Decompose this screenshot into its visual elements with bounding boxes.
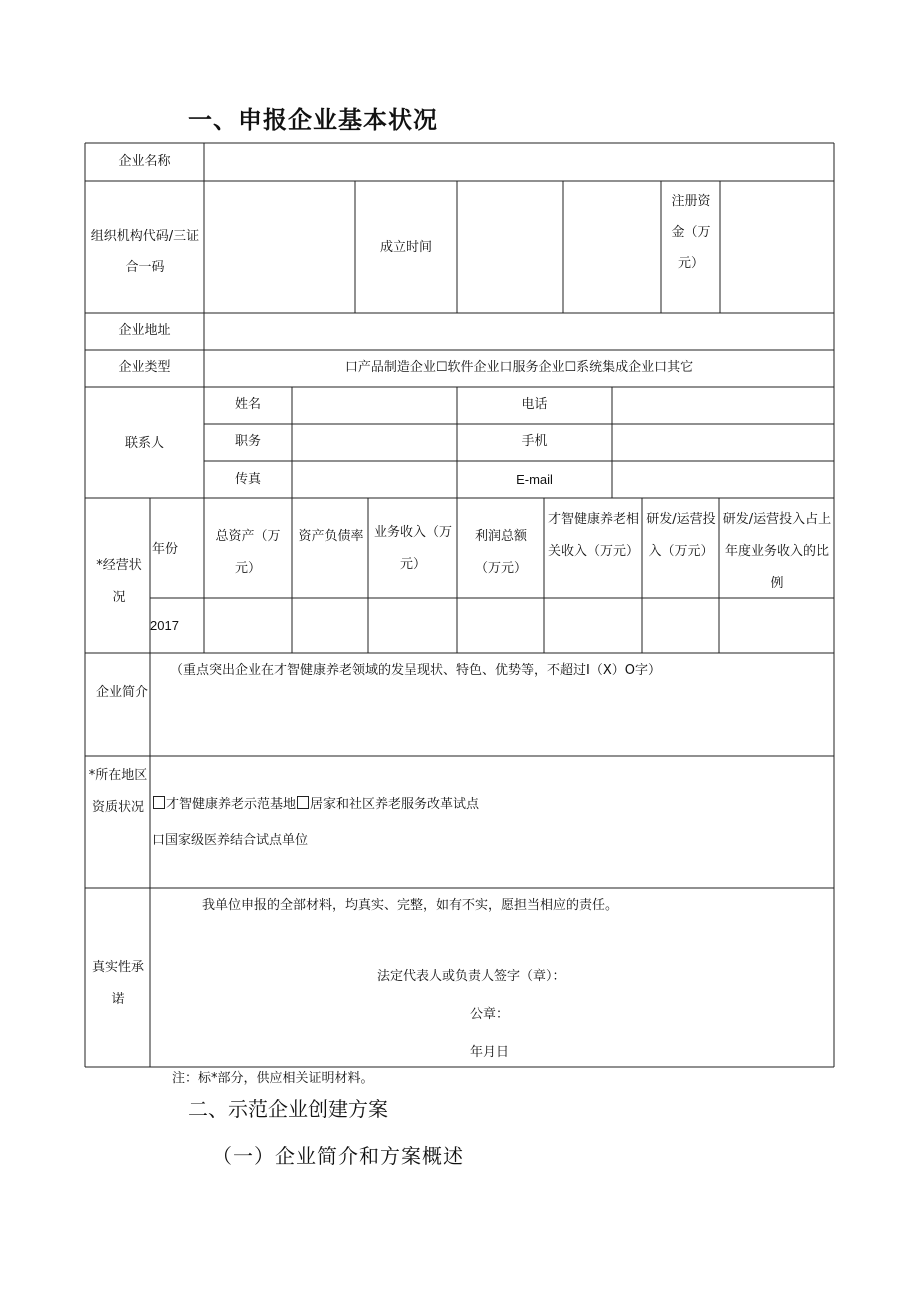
contact-position-label: 职务 <box>234 434 261 449</box>
company-name-field[interactable] <box>205 144 833 180</box>
capital-field[interactable] <box>721 182 833 312</box>
contact-mobile-field[interactable] <box>613 425 833 460</box>
profile-label: 企业简介 <box>96 685 149 700</box>
ops-debt-ratio-field[interactable] <box>293 599 367 652</box>
qualification-label: *所在地区资质状况 <box>88 768 148 815</box>
ops-header-revenue: 业务收入（万元） <box>374 525 453 572</box>
ops-rnd-investment-field[interactable] <box>643 599 718 652</box>
section-title-3: （一）企业简介和方案概述 <box>212 1144 464 1168</box>
established-field-2[interactable] <box>564 182 660 312</box>
checkbox-icon[interactable] <box>297 796 309 809</box>
ops-profit-field[interactable] <box>458 599 543 652</box>
ops-header-health-income: 才智健康养老相关收入（万元） <box>547 512 639 559</box>
address-label: 企业地址 <box>118 323 171 338</box>
operations-label: *经营状况 <box>96 558 142 605</box>
contact-position-field[interactable] <box>293 425 456 460</box>
ops-header-rnd-ratio: 研发/运营投入占上年度业务收入的比例 <box>722 512 832 591</box>
contact-phone-label: 电话 <box>521 397 548 412</box>
ops-rnd-ratio-field[interactable] <box>720 599 833 652</box>
ops-health-income-field[interactable] <box>545 599 641 652</box>
company-type-label: 企业类型 <box>118 360 171 375</box>
ops-total-assets-field[interactable] <box>205 599 291 652</box>
contact-fax-field[interactable] <box>293 462 456 497</box>
contact-email-label: E-mail <box>516 472 553 487</box>
date-label: 年月日 <box>470 1045 510 1060</box>
ops-revenue-field[interactable] <box>369 599 456 652</box>
contact-name-label: 姓名 <box>234 397 261 412</box>
seal-label: 公章： <box>470 1007 510 1022</box>
ops-header-profit: 利润总额（万元） <box>474 529 527 576</box>
signature-label: 法定代表人或负责人签字（章）： <box>377 969 566 984</box>
ops-header-debt-ratio: 资产负债率 <box>298 529 364 544</box>
address-field[interactable] <box>205 314 833 349</box>
commitment-text: 我单位申报的全部材料，均真实、完整，如有不实，愿担当相应的责任。 <box>202 898 619 913</box>
section-title-1: 一、申报企业基本状况 <box>188 106 438 134</box>
established-label: 成立时间 <box>379 240 432 255</box>
org-code-label: 组织机构代码/三证合一码 <box>90 229 200 275</box>
org-code-field[interactable] <box>205 182 354 312</box>
checkbox-icon[interactable] <box>153 796 165 809</box>
ops-header-year: 年份 <box>152 542 179 557</box>
ops-header-total-assets: 总资产（万元） <box>215 529 281 576</box>
profile-field[interactable] <box>151 684 833 754</box>
contact-fax-label: 传真 <box>234 472 261 487</box>
company-name-label: 企业名称 <box>118 154 171 169</box>
footnote: 注：标*部分，供应相关证明材料。 <box>172 1071 374 1086</box>
section-title-2: 二、示范企业创建方案 <box>188 1097 388 1121</box>
capital-label: 注册资金（万元） <box>671 194 711 271</box>
profile-hint: （重点突出企业在才智健康养老领域的发呈现状、特色、优势等，不超过I（X）O字） <box>170 663 661 678</box>
qualification-line1[interactable]: 才智健康养老示范基地 居家和社区养老服务改革试点 <box>152 796 479 813</box>
ops-year-value: 2017 <box>150 618 179 633</box>
contact-phone-field[interactable] <box>613 388 833 423</box>
qualification-line2[interactable]: 口国家级医养结合试点单位 <box>152 833 309 848</box>
contact-label: 联系人 <box>124 436 164 451</box>
commitment-label: 真实性承诺 <box>91 960 144 1007</box>
contact-mobile-label: 手机 <box>521 434 548 449</box>
contact-name-field[interactable] <box>293 388 456 423</box>
ops-header-rnd-investment: 研发/运营投入（万元） <box>646 512 716 559</box>
established-field[interactable] <box>458 182 562 312</box>
company-type-options[interactable]: 口产品制造企业☐软件企业口服务企业☐系统集成企业口其它 <box>344 360 694 375</box>
contact-email-field[interactable] <box>613 462 833 497</box>
